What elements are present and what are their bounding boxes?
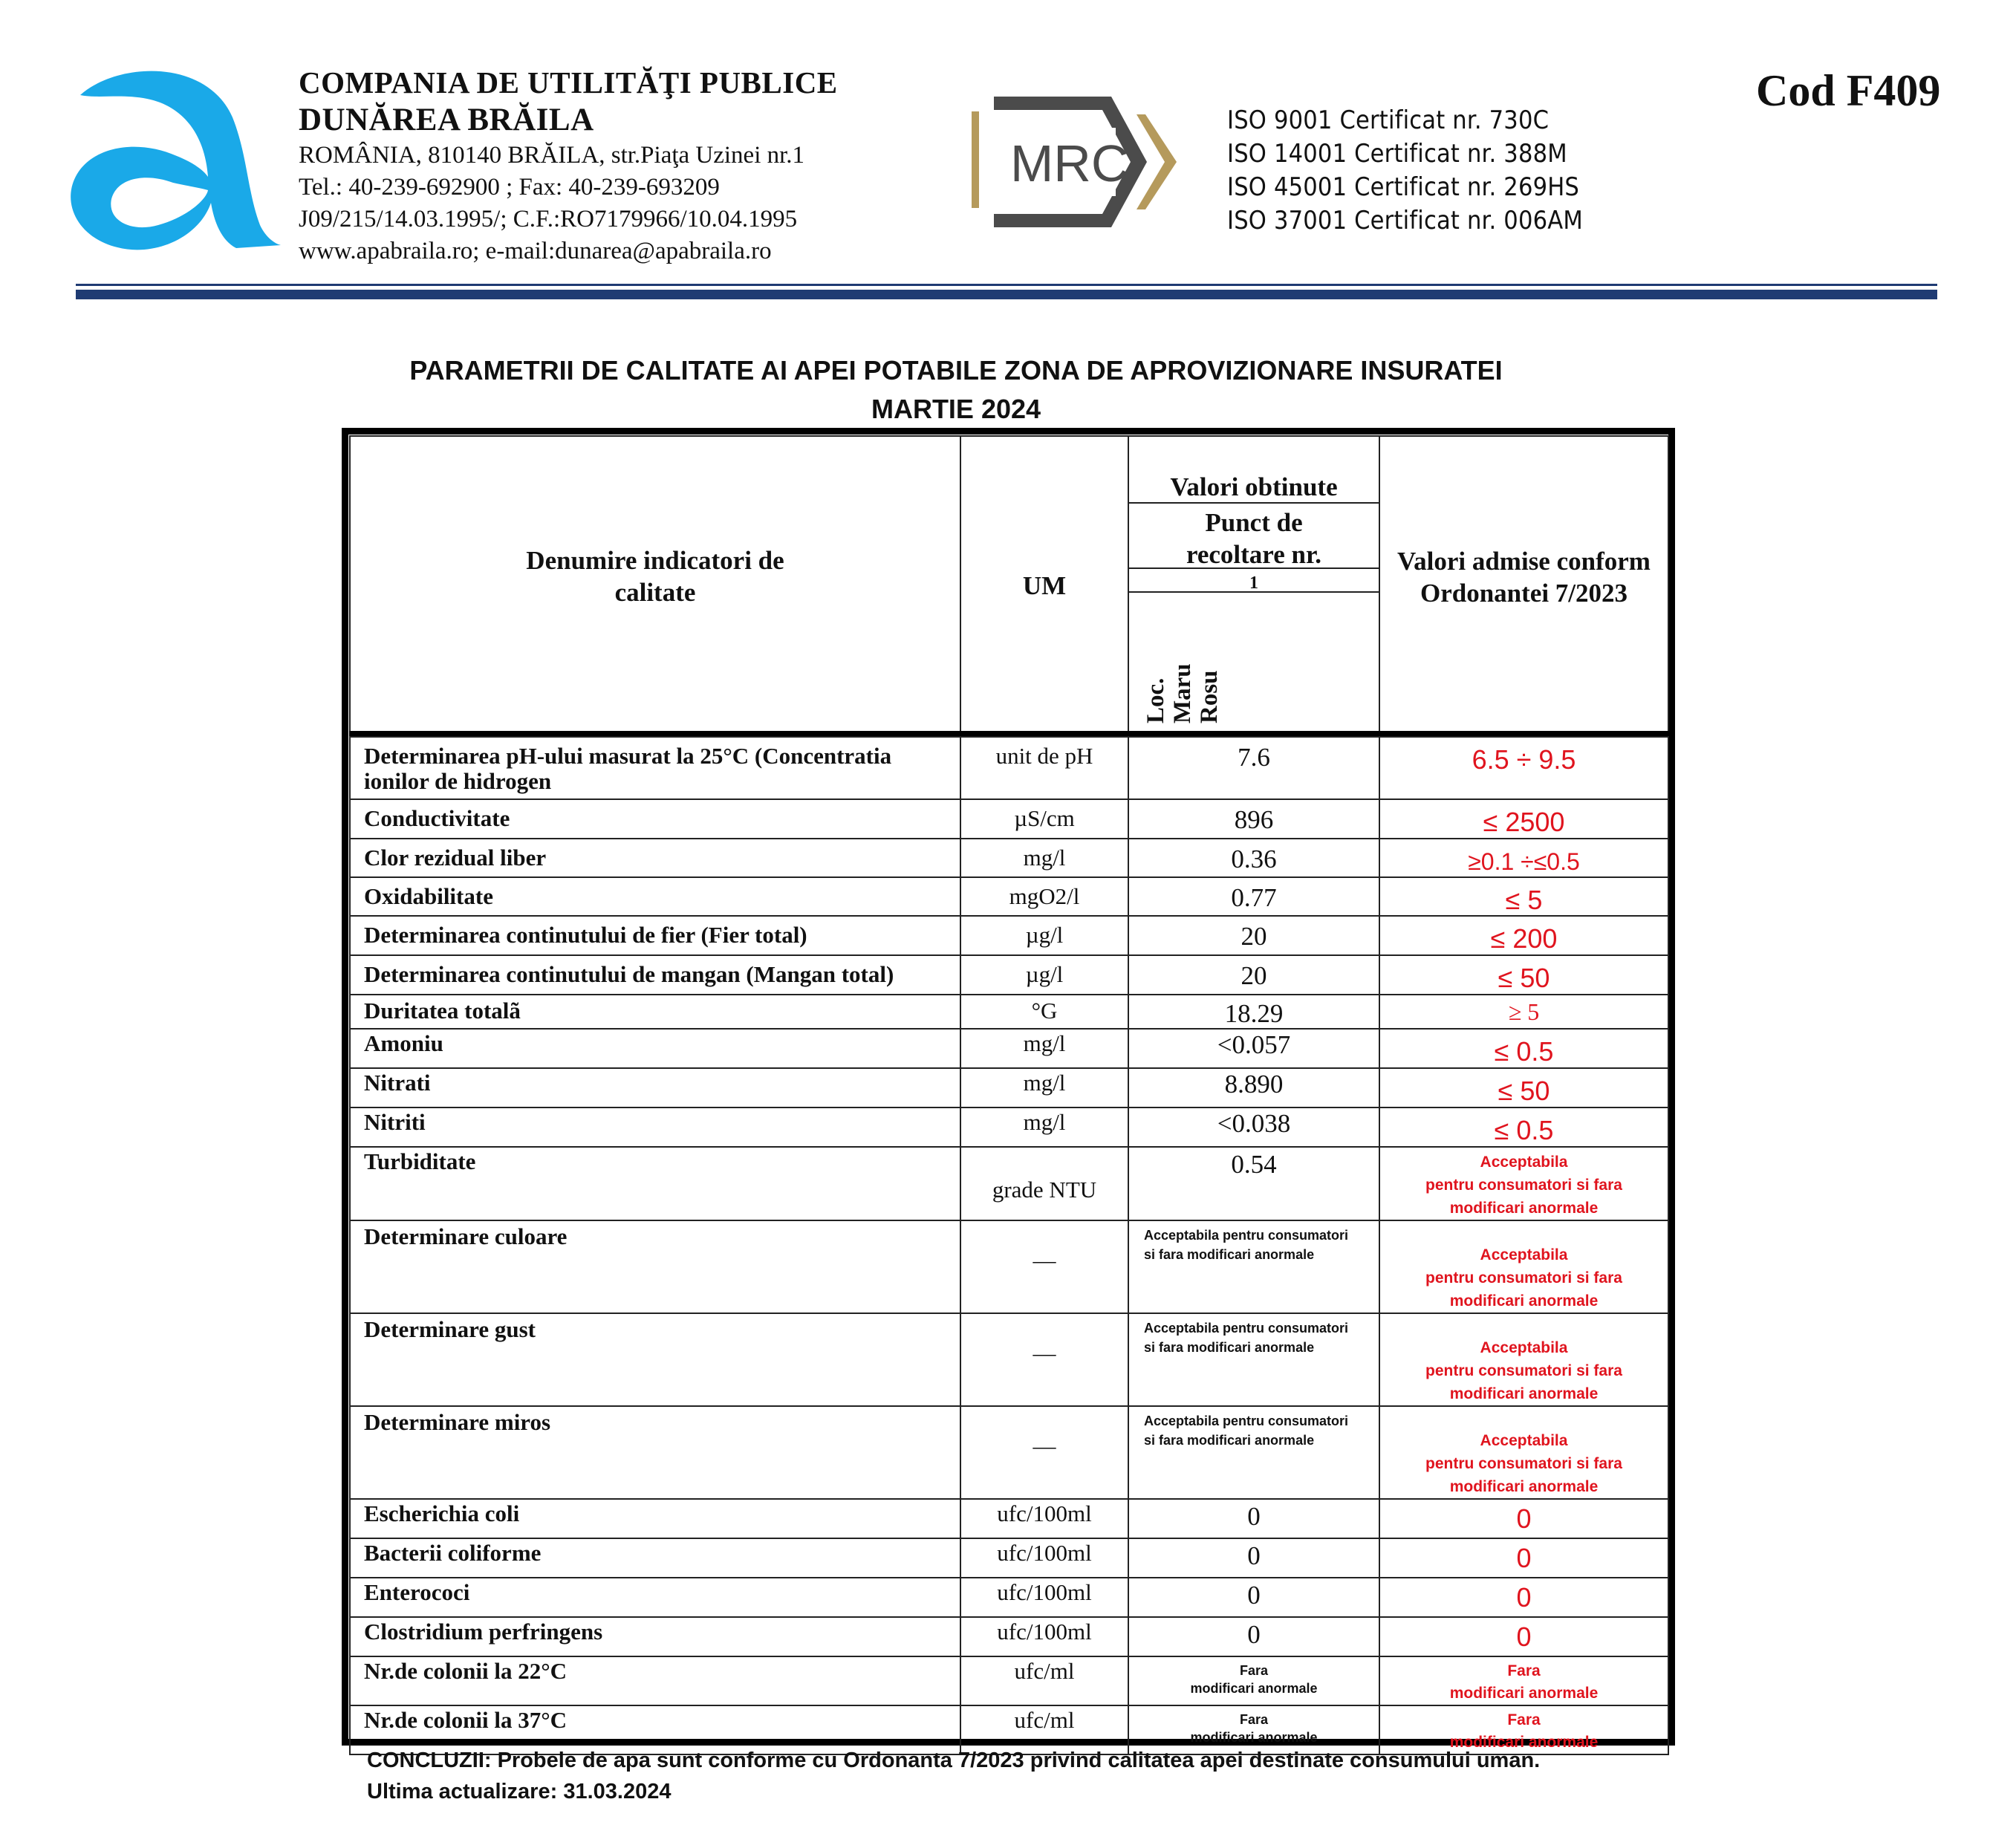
row-admitted: ≥ 5: [1379, 995, 1668, 1029]
row-admitted: Acceptabila pentru consumatori si fara modificari anormale: [1379, 1220, 1668, 1313]
row-value: 20: [1128, 916, 1379, 955]
row-name: Determinarea continutului de mangan (Mangan total): [350, 955, 960, 995]
iso-9001: ISO 9001 Certificat nr. 730C: [1227, 105, 1550, 135]
row-admitted: ≤ 5: [1379, 877, 1668, 916]
location-line-3: Rosu: [1196, 670, 1223, 723]
row-value: Fara modificari anormale: [1128, 1705, 1379, 1754]
row-admitted: 6.5 ÷ 9.5: [1379, 737, 1668, 799]
row-name: Turbiditate: [350, 1147, 960, 1220]
conclusion-text: CONCLUZII: Probele de apa sunt conforme cu Ordonanta 7/2023 privind calitatea apei destinate consumului uman.: [367, 1749, 1541, 1772]
row-value: 0: [1128, 1578, 1379, 1617]
form-code: Cod F409: [1756, 66, 1941, 115]
table-row: [350, 955, 1668, 995]
row-value: 18.29: [1128, 995, 1379, 1029]
table-row: [350, 1656, 1668, 1705]
row-value: Acceptabila pentru consumatori si fara modificari anormale: [1128, 1313, 1379, 1406]
row-value: Acceptabila pentru consumatori si fara modificari anormale: [1128, 1406, 1379, 1499]
table-row: [350, 839, 1668, 877]
row-um: µg/l: [960, 916, 1128, 955]
row-admitted: Fara modificari anormale: [1379, 1705, 1668, 1754]
table-row: [350, 737, 1668, 799]
row-name: Duritatea totalã: [350, 995, 960, 1029]
row-um: ufc/100ml: [960, 1578, 1128, 1617]
row-value: 0: [1128, 1499, 1379, 1538]
row-name: Bacterii coliforme: [350, 1538, 960, 1578]
table-row: [350, 1578, 1668, 1617]
row-name: Clor rezidual liber: [350, 839, 960, 877]
row-admitted: Acceptabila pentru consumatori si fara modificari anormale: [1379, 1313, 1668, 1406]
company-name-line1: COMPANIA DE UTILITĂŢI PUBLICE: [299, 65, 838, 100]
row-admitted: 0: [1379, 1538, 1668, 1578]
row-name: Determinarea continutului de fier (Fier total): [350, 916, 960, 955]
table-row: [350, 1029, 1668, 1068]
table-row: [350, 1068, 1668, 1107]
row-name: Nr.de colonii la 22°C: [350, 1656, 960, 1705]
table-row: [350, 1538, 1668, 1578]
row-value: 20: [1128, 955, 1379, 995]
row-value: <0.038: [1128, 1107, 1379, 1147]
row-name: Determinare gust: [350, 1313, 960, 1406]
row-value: 0.77: [1128, 877, 1379, 916]
row-admitted: ≤ 200: [1379, 916, 1668, 955]
row-admitted: 0: [1379, 1499, 1668, 1538]
row-um: µg/l: [960, 955, 1128, 995]
row-um: ufc/100ml: [960, 1617, 1128, 1656]
row-admitted: ≤ 0.5: [1379, 1107, 1668, 1147]
table-row: [350, 877, 1668, 916]
row-um: mg/l: [960, 1068, 1128, 1107]
row-um: °G: [960, 995, 1128, 1029]
header-sampling-point: Punct de recoltare nr.: [1186, 508, 1322, 569]
company-registry: J09/215/14.03.1995/; C.F.:RO7179966/10.04.1995: [299, 206, 798, 232]
row-name: Escherichia coli: [350, 1499, 960, 1538]
row-um: mg/l: [960, 1107, 1128, 1147]
row-um: —: [960, 1406, 1128, 1499]
row-admitted: 0: [1379, 1578, 1668, 1617]
row-um: mg/l: [960, 1029, 1128, 1068]
row-name: Nr.de colonii la 37°C: [350, 1705, 960, 1754]
row-name: Oxidabilitate: [350, 877, 960, 916]
company-name-line2: DUNĂREA BRĂILA: [299, 103, 594, 137]
row-value: 896: [1128, 799, 1379, 839]
row-admitted: ≤ 50: [1379, 1068, 1668, 1107]
header-values-title: Valori obtinute: [1170, 472, 1338, 501]
header-admitted: Valori admise conform Ordonantei 7/2023: [1379, 436, 1668, 734]
table-header-row: [350, 436, 1668, 734]
row-name: Determinarea pH-ului masurat la 25°C (Concentratia ionilor de hidrogen: [350, 737, 960, 799]
table-row: [350, 799, 1668, 839]
row-um: —: [960, 1313, 1128, 1406]
row-name: Determinare culoare: [350, 1220, 960, 1313]
header-um: UM: [960, 436, 1128, 734]
row-um: —: [960, 1220, 1128, 1313]
company-phone: Tel.: 40-239-692900 ; Fax: 40-239-693209: [299, 174, 720, 201]
row-value: <0.057: [1128, 1029, 1379, 1068]
table-row: [350, 1499, 1668, 1538]
row-value: 0: [1128, 1617, 1379, 1656]
mrc-logo-text: MRC: [1010, 134, 1129, 192]
row-admitted: ≤ 2500: [1379, 799, 1668, 839]
row-um: grade NTU: [960, 1147, 1128, 1220]
row-admitted: ≤ 0.5: [1379, 1029, 1668, 1068]
table-row: [350, 995, 1668, 1029]
iso-14001: ISO 14001 Certificat nr. 388M: [1227, 139, 1567, 169]
header-values-obtained: [1128, 436, 1379, 734]
row-name: Nitrati: [350, 1068, 960, 1107]
quality-table: [349, 435, 1669, 1755]
header-rule-thick: [76, 290, 1937, 299]
row-value: Fara modificari anormale: [1128, 1656, 1379, 1705]
row-admitted: Acceptabila pentru consumatori si fara modificari anormale: [1379, 1406, 1668, 1499]
row-um: unit de pH: [960, 737, 1128, 799]
company-address: ROMÂNIA, 810140 BRĂILA, str.Piaţa Uzinei nr.1: [299, 142, 805, 169]
row-name: Enterococi: [350, 1578, 960, 1617]
row-um: ufc/100ml: [960, 1538, 1128, 1578]
row-name: Conductivitate: [350, 799, 960, 839]
location-line-1: Loc.: [1142, 677, 1169, 723]
table-row: [350, 1617, 1668, 1656]
header-point-number: 1: [1249, 573, 1258, 593]
table-row: [350, 1313, 1668, 1406]
row-name: Nitriti: [350, 1107, 960, 1147]
iso-45001: ISO 45001 Certificat nr. 269HS: [1227, 172, 1580, 202]
table-row: [350, 916, 1668, 955]
table-row: [350, 1220, 1668, 1313]
iso-certificates: [1227, 104, 1583, 238]
row-um: ufc/ml: [960, 1705, 1128, 1754]
row-um: mg/l: [960, 839, 1128, 877]
iso-37001: ISO 37001 Certificat nr. 006AM: [1227, 206, 1583, 235]
row-admitted: 0: [1379, 1617, 1668, 1656]
company-logo-icon: [65, 65, 281, 251]
table-row: [350, 1406, 1668, 1499]
row-value: 7.6: [1128, 737, 1379, 799]
document-period: MARTIE 2024: [871, 394, 1041, 424]
row-um: ufc/ml: [960, 1656, 1128, 1705]
company-web: www.apabraila.ro; e-mail:dunarea@apabraila.ro: [299, 238, 772, 264]
location-line-2: Maru: [1169, 663, 1196, 723]
row-value: 0.36: [1128, 839, 1379, 877]
row-name: Amoniu: [350, 1029, 960, 1068]
header-rule-thin: [76, 284, 1937, 286]
row-um: ufc/100ml: [960, 1499, 1128, 1538]
table-row: [350, 1705, 1668, 1754]
company-info: [299, 64, 838, 267]
row-name: Clostridium perfringens: [350, 1617, 960, 1656]
row-admitted: ≥0.1 ÷≤0.5: [1379, 839, 1668, 877]
row-um: mgO2/l: [960, 877, 1128, 916]
row-admitted: Fara modificari anormale: [1379, 1656, 1668, 1705]
row-um: µS/cm: [960, 799, 1128, 839]
row-admitted: ≤ 50: [1379, 955, 1668, 995]
row-value: Acceptabila pentru consumatori si fara modificari anormale: [1128, 1220, 1379, 1313]
mrc-certification-logo: [972, 83, 1177, 241]
header-location: [1142, 619, 1239, 723]
row-value: 0.54: [1128, 1147, 1379, 1220]
header-indicator: Denumire indicatori de calitate: [350, 436, 960, 734]
table-row: [350, 1147, 1668, 1220]
table-row: [350, 1107, 1668, 1147]
row-value: 0: [1128, 1538, 1379, 1578]
document-title: PARAMETRII DE CALITATE AI APEI POTABILE ZONA DE APROVIZIONARE INSURATEI: [409, 355, 1503, 386]
last-updated: Ultima actualizare: 31.03.2024: [367, 1780, 672, 1803]
row-name: Determinare miros: [350, 1406, 960, 1499]
row-admitted: Acceptabila pentru consumatori si fara modificari anormale: [1379, 1147, 1668, 1220]
row-value: 8.890: [1128, 1068, 1379, 1107]
